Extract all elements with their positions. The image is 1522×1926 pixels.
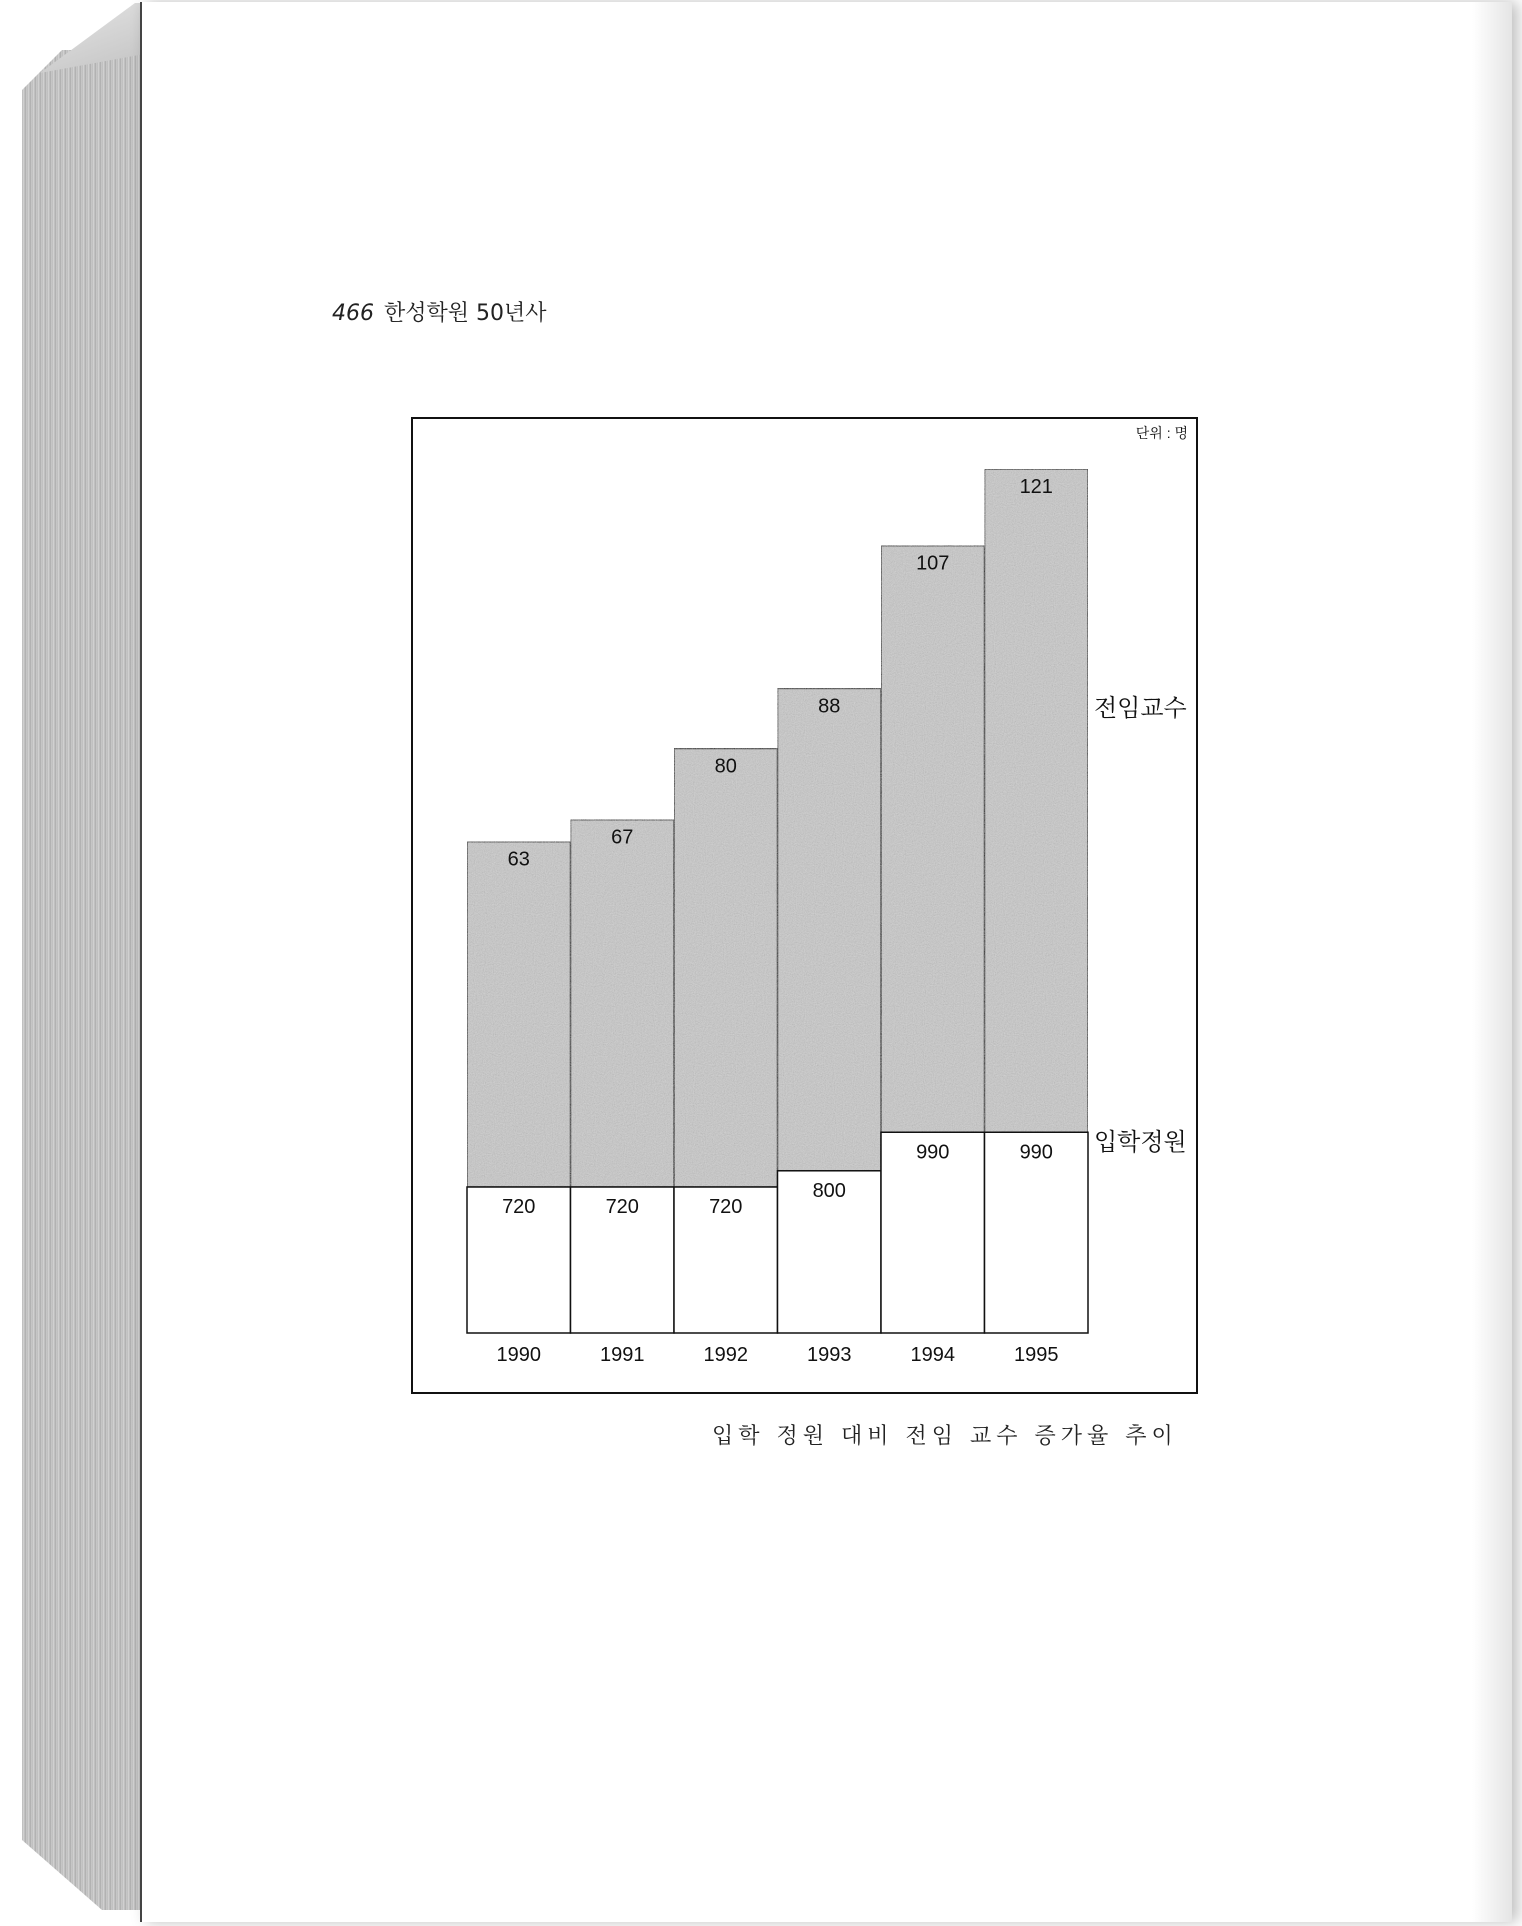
label-admission-1995: 990 (1019, 1141, 1053, 1164)
legend-admission: 입학정원 (1094, 1129, 1187, 1156)
label-admission-1991: 720 (605, 1196, 639, 1218)
bar-faculty-1994 (881, 546, 985, 1133)
page-number: 466 (332, 301, 374, 326)
tick-label-1994: 1994 (910, 1344, 955, 1366)
legend-group (1094, 695, 1187, 1156)
label-faculty-1993: 88 (818, 695, 841, 718)
tick-label-1990: 1990 (496, 1344, 541, 1366)
tick-label-1995: 1995 (1014, 1344, 1059, 1366)
label-faculty-1991: 67 (611, 826, 634, 849)
bar-faculty-1990 (467, 842, 571, 1187)
label-faculty-1990: 63 (507, 848, 530, 871)
tick-label-1993: 1993 (807, 1344, 852, 1366)
label-faculty-1994: 107 (916, 552, 950, 575)
unit-label: 단위 : 명 (1135, 425, 1188, 441)
tick-label-1991: 1991 (600, 1344, 645, 1366)
label-faculty-1995: 121 (1019, 476, 1053, 498)
tick-label-1992: 1992 (703, 1344, 748, 1366)
label-admission-1993: 800 (812, 1179, 846, 1202)
bar-faculty-1992 (674, 748, 778, 1187)
bars-group (467, 469, 1088, 1366)
legend-faculty: 전임교수 (1094, 695, 1187, 722)
label-admission-1990: 720 (502, 1196, 536, 1218)
chart-caption: 입학 정원 대비 전임 교수 증가율 추이 (712, 1424, 1178, 1449)
book-title: 한성학원 50년사 (384, 301, 547, 326)
label-faculty-1992: 80 (714, 755, 737, 778)
bar-faculty-1993 (778, 688, 882, 1170)
label-admission-1994: 990 (916, 1141, 950, 1164)
bar-faculty-1995 (985, 469, 1089, 1132)
bar-faculty-1991 (571, 820, 675, 1187)
label-admission-1992: 720 (709, 1196, 743, 1218)
